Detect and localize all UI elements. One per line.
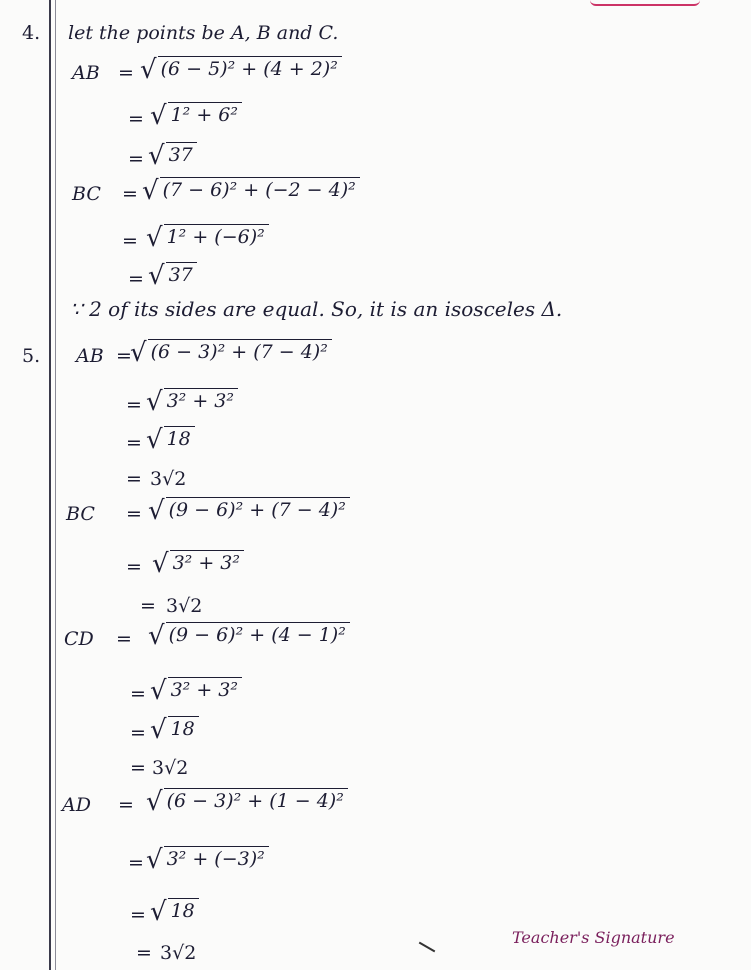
p5-cd-eq2: √ 3² + 3²: [150, 677, 242, 701]
p5-bc-label: BC: [66, 503, 95, 525]
p4-bc-eq-sign-2: =: [122, 230, 138, 252]
p5-ad-label: AD: [62, 794, 91, 816]
p5-cd-eq1: √ (9 − 6)² + (4 − 1)²: [148, 622, 350, 646]
p5-bc-eq3: 3√2: [166, 595, 203, 617]
p5-ab-label: AB: [76, 345, 104, 367]
p4-conclusion: ∵ 2 of its sides are equal. So, it is an isosceles Δ.: [70, 297, 563, 321]
p5-bc-eq1: √ (9 − 6)² + (7 − 4)²: [148, 497, 350, 521]
p4-bc-eq2: √ 1² + (−6)²: [146, 224, 269, 248]
p4-ab-eq2: √ 1² + 6²: [150, 102, 242, 126]
p5-ad-eq4: 3√2: [160, 942, 197, 964]
p5-cd-eq-sign-4: =: [130, 757, 146, 779]
p5-ad-eq-sign-1: =: [118, 794, 134, 816]
p4-ab-label: AB: [72, 62, 100, 84]
p5-bc-eq2: √ 3² + 3²: [152, 550, 244, 574]
p4-ab-eq-sign-2: =: [128, 108, 144, 130]
pen-mark: [419, 942, 436, 953]
margin-line: [49, 0, 51, 970]
p5-ab-eq-sign-2: =: [126, 394, 142, 416]
p5-ad-eq3: √ 18: [150, 898, 199, 922]
p5-ab-eq-sign-4: =: [126, 468, 142, 490]
teacher-signature-label: Teacher's Signature: [512, 928, 675, 947]
p4-bc-label: BC: [72, 183, 101, 205]
p5-ab-eq4: 3√2: [150, 468, 187, 490]
p5-bc-eq-sign-1: =: [126, 503, 142, 525]
p5-ab-eq3: √ 18: [146, 426, 195, 450]
p5-cd-eq4: 3√2: [152, 757, 189, 779]
p5-cd-eq3: √ 18: [150, 716, 199, 740]
p4-bc-eq3: √ 37: [148, 262, 197, 286]
p5-ad-eq-sign-2: =: [128, 852, 144, 874]
p4-ab-eq-sign-3: =: [128, 148, 144, 170]
p4-ab-eq-sign-1: =: [118, 62, 134, 84]
problem-4-statement: let the points be A, B and C.: [68, 22, 339, 44]
bleed-through-text: [460, 20, 750, 920]
problem-5-number: 5.: [22, 345, 41, 367]
p5-ad-eq-sign-3: =: [130, 904, 146, 926]
p4-bc-eq-sign-1: =: [122, 183, 138, 205]
p4-bc-eq1: √ (7 − 6)² + (−2 − 4)²: [142, 177, 360, 201]
margin-line-secondary: [55, 0, 56, 970]
top-stamp-mark: [590, 0, 700, 6]
p5-ad-eq1: √ (6 − 3)² + (1 − 4)²: [146, 788, 348, 812]
p5-ab-eq-sign-1: =: [116, 345, 132, 367]
problem-4-number: 4.: [22, 22, 41, 44]
p5-bc-eq-sign-3: =: [140, 595, 156, 617]
p5-ab-eq1: √ (6 − 3)² + (7 − 4)²: [130, 339, 332, 363]
p5-ab-eq2: √ 3² + 3²: [146, 388, 238, 412]
p4-bc-eq-sign-3: =: [128, 268, 144, 290]
p5-ad-eq2: √ 3² + (−3)²: [146, 846, 269, 870]
p5-ab-eq-sign-3: =: [126, 432, 142, 454]
p5-cd-label: CD: [64, 628, 94, 650]
p5-cd-eq-sign-2: =: [130, 683, 146, 705]
p5-ad-eq-sign-4: =: [136, 942, 152, 964]
p5-cd-eq-sign-1: =: [116, 628, 132, 650]
p4-ab-eq3: √ 37: [148, 142, 197, 166]
p5-cd-eq-sign-3: =: [130, 722, 146, 744]
p5-bc-eq-sign-2: =: [126, 556, 142, 578]
p4-ab-eq1: √ (6 − 5)² + (4 + 2)²: [140, 56, 342, 80]
